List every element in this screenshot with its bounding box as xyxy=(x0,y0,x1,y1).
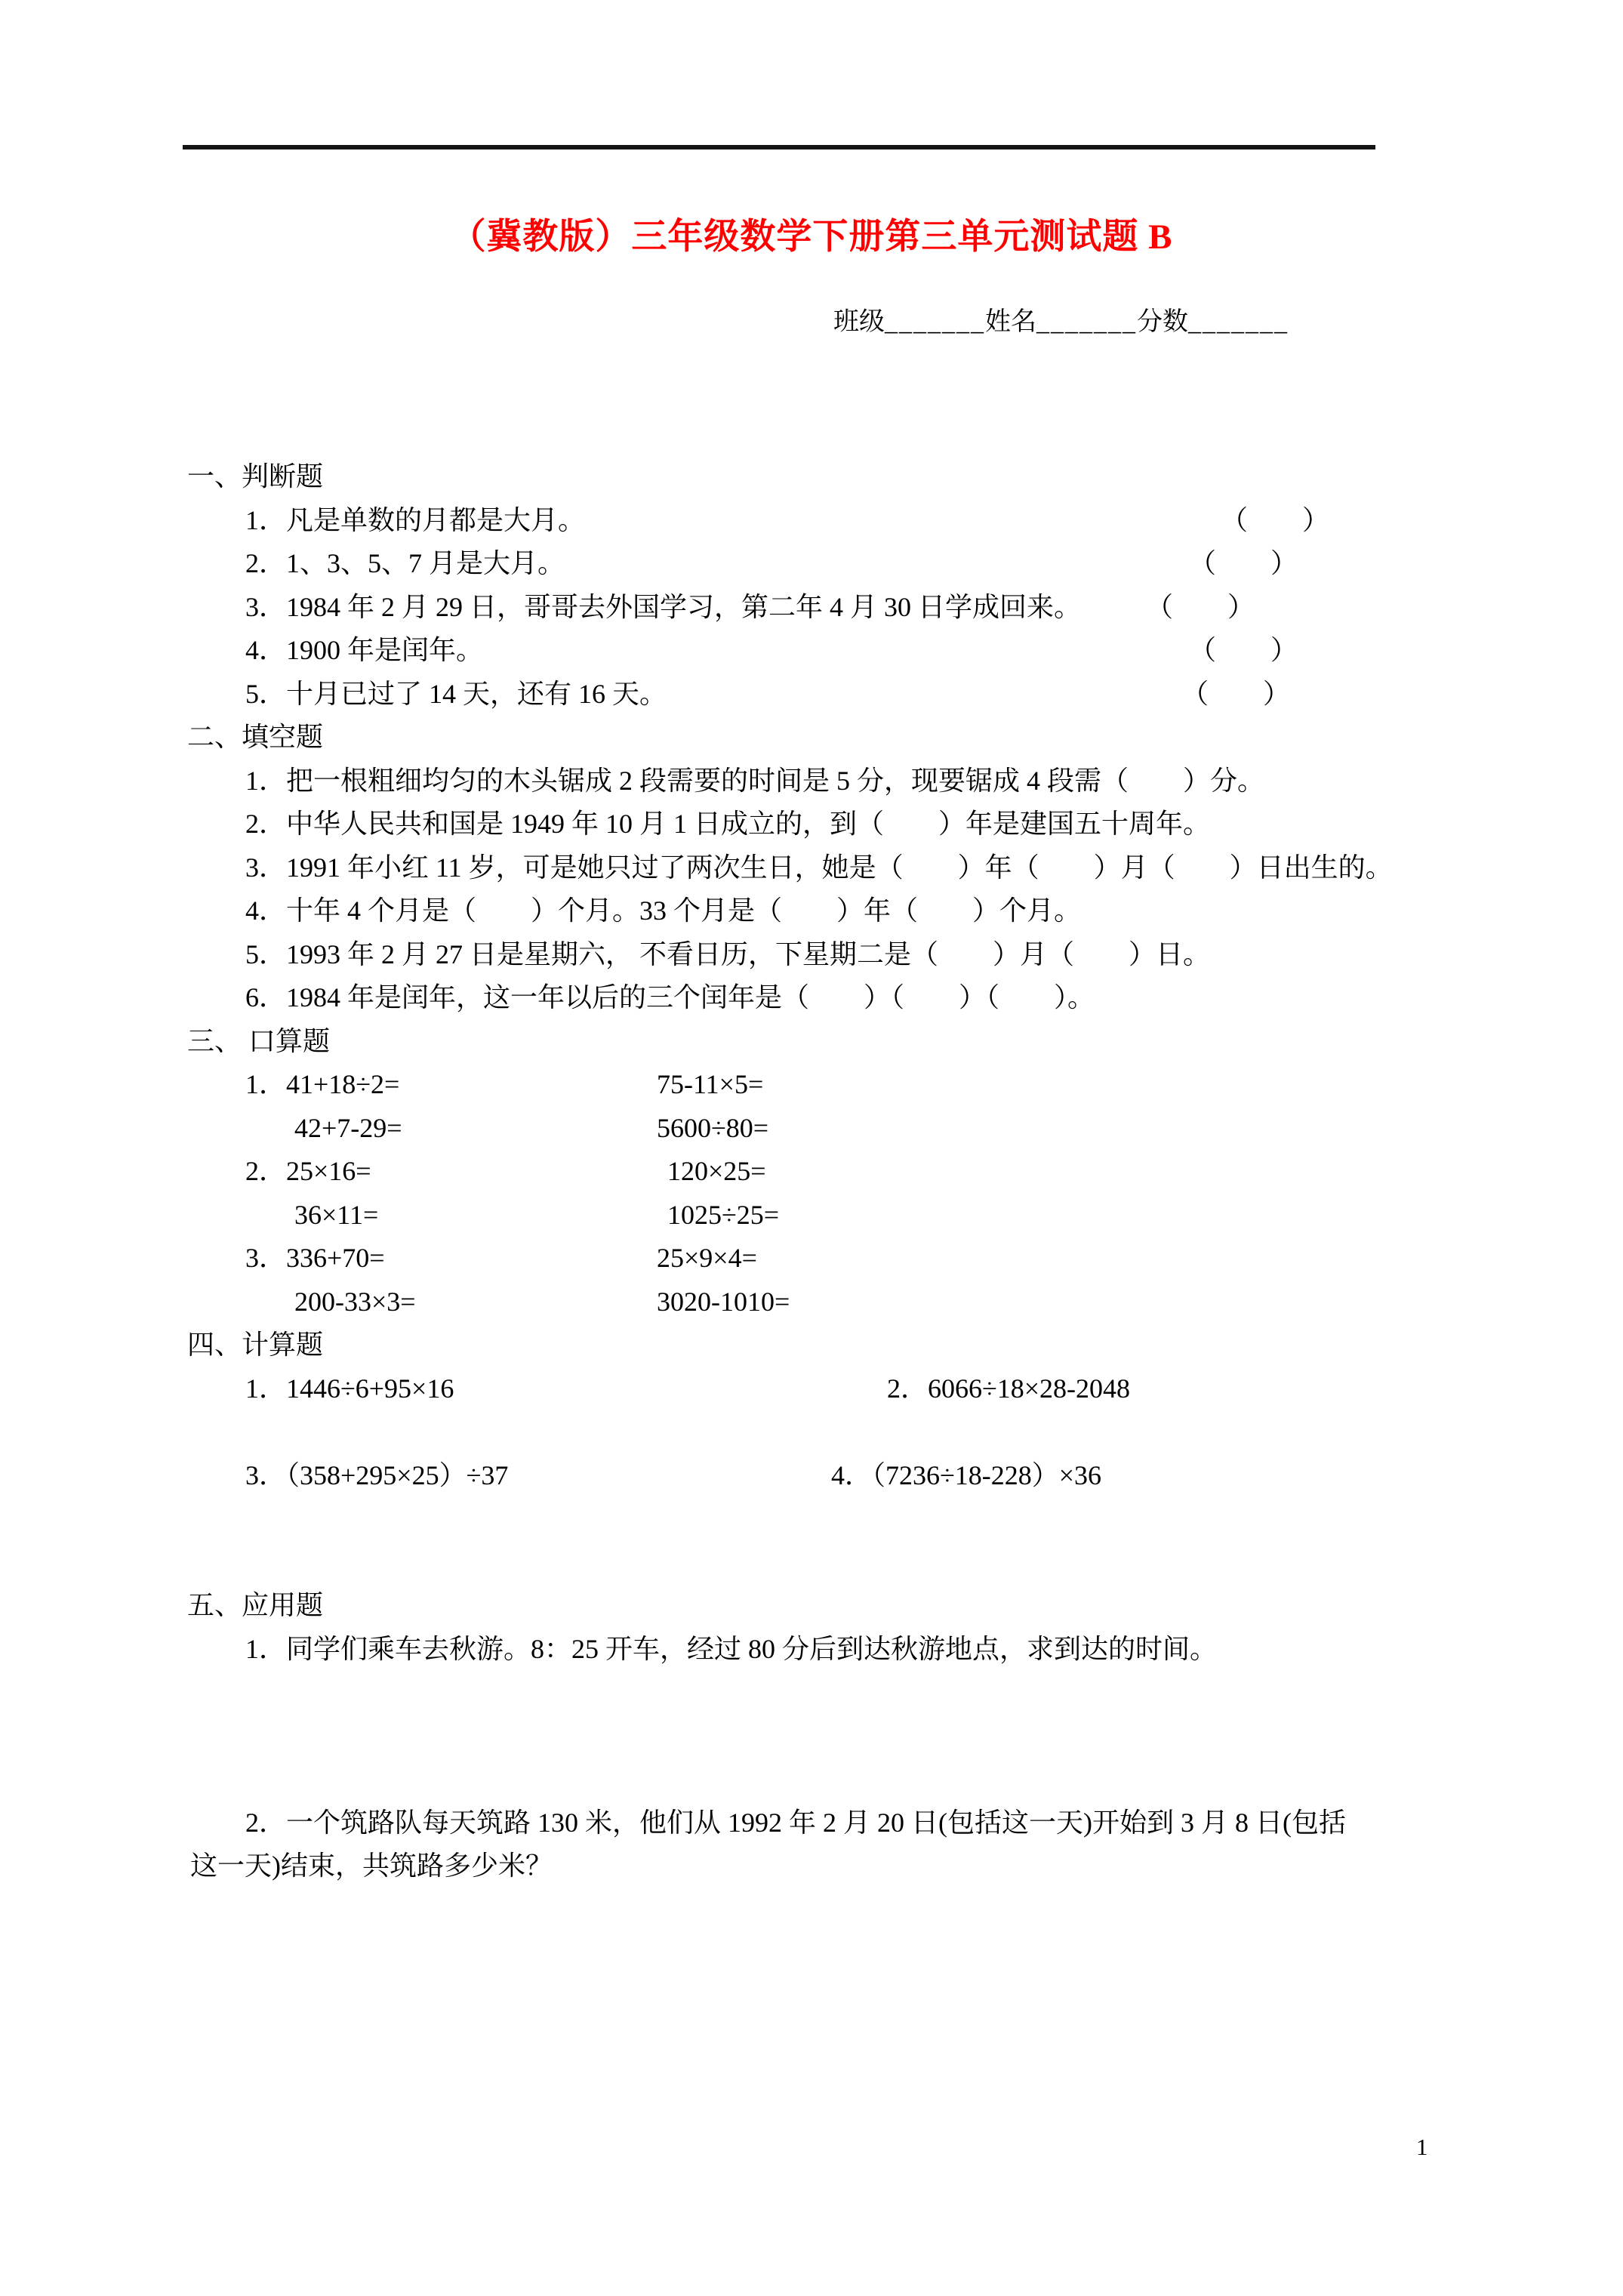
fill-item xyxy=(0,976,1623,1020)
judgment-item-text: 1．凡是单数的月都是大月。 xyxy=(245,504,586,535)
judgment-item xyxy=(0,673,1623,717)
mental-row xyxy=(0,1107,1623,1151)
fill-heading-line xyxy=(0,716,1623,760)
page-number: 1 xyxy=(1416,2134,1428,2160)
mental-row xyxy=(0,1150,1623,1194)
judgment-heading-line xyxy=(0,455,1623,499)
mental-expression: 3020-1010= xyxy=(657,1286,790,1317)
mental-expression: 2．25×16= xyxy=(245,1156,371,1186)
paper-body xyxy=(0,455,1623,1888)
calc-expression: 1．1446÷6+95×16 xyxy=(245,1373,454,1404)
fill-item-text: 6．1984 年是闰年，这一年以后的三个闰年是（ ）（ ）（ ）。 xyxy=(245,982,1095,1012)
mental-expression: 1025÷25= xyxy=(667,1199,780,1230)
fill-item-text: 4．十年 4 个月是（ ）个月。33 个月是（ ）年（ ）个月。 xyxy=(245,895,1082,926)
mental-expression: 120×25= xyxy=(667,1156,766,1186)
mental-expression: 25×9×4= xyxy=(657,1243,757,1273)
answer-paren: （ ） xyxy=(1189,635,1298,665)
answer-paren: （ ） xyxy=(1189,548,1298,578)
fill-item-text: 2．中华人民共和国是 1949 年 10 月 1 日成立的，到（ ）年是建国五十周年。 xyxy=(245,809,1211,839)
fill-item xyxy=(0,933,1623,977)
blank-line xyxy=(0,1758,1623,1801)
mental-expression: 3．336+70= xyxy=(245,1243,385,1273)
judgment-item-text: 4．1900 年是闰年。 xyxy=(245,635,484,665)
judgment-item xyxy=(0,499,1623,543)
section-heading: 二、填空题 xyxy=(187,722,324,752)
mental-expression: 75-11×5= xyxy=(657,1069,764,1099)
mental-expression: 200-33×3= xyxy=(294,1286,416,1317)
mental-expression: 1．41+18÷2= xyxy=(245,1069,400,1099)
blank-line xyxy=(0,1497,1623,1541)
application-item-text: 1．同学们乘车去秋游。8：25 开车，经过 80 分后到达秋游地点，求到达的时间。 xyxy=(245,1633,1218,1664)
mental-row xyxy=(0,1063,1623,1107)
application-item xyxy=(0,1628,1623,1672)
application-item xyxy=(0,1801,1623,1845)
mental-row xyxy=(0,1281,1623,1324)
judgment-item xyxy=(0,629,1623,673)
application-heading-line xyxy=(0,1584,1623,1628)
application-item-text: 这一天)结束，共筑路多少米？ xyxy=(190,1851,553,1881)
calc-row xyxy=(0,1367,1623,1411)
judgment-item xyxy=(0,542,1623,586)
page-title: （冀教版）三年级数学下册第三单元测试题 B xyxy=(450,217,1173,257)
class-blank: _______ xyxy=(885,308,985,336)
judgment-item xyxy=(0,586,1623,630)
fill-item xyxy=(0,760,1623,803)
score-label: 分数 xyxy=(1137,308,1188,336)
judgment-item-text: 3．1984 年 2 月 29 日，哥哥去外国学习，第二年 4 月 30 日学成回来。 xyxy=(245,591,1082,622)
fill-item xyxy=(0,889,1623,933)
answer-paren: （ ） xyxy=(1221,504,1330,535)
fill-item xyxy=(0,803,1623,846)
section-heading: 四、计算题 xyxy=(187,1330,324,1360)
section-heading: 一、判断题 xyxy=(187,461,324,492)
answer-paren: （ ） xyxy=(1181,678,1291,709)
section-heading: 五、应用题 xyxy=(187,1590,324,1620)
name-blank: _______ xyxy=(1036,308,1137,336)
class-label: 班级 xyxy=(833,308,885,336)
name-label: 姓名 xyxy=(985,308,1036,336)
student-info-line xyxy=(833,300,1289,337)
calc-expression: 3．（358+295×25）÷37 xyxy=(245,1459,509,1490)
application-item-continuation xyxy=(0,1845,1623,1888)
application-item-text: 2．一个筑路队每天筑路 130 米，他们从 1992 年 2 月 20 日(包括这一天)开始到 3 月 8 日(包括 xyxy=(245,1807,1346,1838)
calc-expression: 4．（7236÷18-228）×36 xyxy=(831,1459,1102,1490)
judgment-item-text: 2．1、3、5、7 月是大月。 xyxy=(245,548,565,578)
score-blank: _______ xyxy=(1188,308,1289,336)
judgment-item-text: 5．十月已过了 14 天，还有 16 天。 xyxy=(245,678,667,709)
answer-paren: （ ） xyxy=(1146,591,1255,622)
fill-item-text: 1．把一根粗细均匀的木头锯成 2 段需要的时间是 5 分，现要锯成 4 段需（ ）分。 xyxy=(245,765,1265,796)
blank-line xyxy=(0,1541,1623,1585)
fill-item-text: 5．1993 年 2 月 27 日是星期六， 不看日历，下星期二是（ ）月（ ）日。 xyxy=(245,938,1211,969)
calc-row xyxy=(0,1454,1623,1498)
mental-expression: 42+7-29= xyxy=(294,1112,402,1143)
mental-expression: 5600÷80= xyxy=(657,1112,769,1143)
calc-expression: 2．6066÷18×28-2048 xyxy=(887,1373,1131,1404)
blank-line xyxy=(0,1410,1623,1454)
mental-row xyxy=(0,1194,1623,1237)
mental-heading-line xyxy=(0,1020,1623,1064)
section-heading: 三、 口算题 xyxy=(187,1025,331,1056)
mental-expression: 36×11= xyxy=(294,1199,379,1230)
fill-item-text: 3．1991 年小红 11 岁，可是她只过了两次生日，她是（ ）年（ ）月（ ）日出生的。 xyxy=(245,852,1393,883)
calc-heading-line xyxy=(0,1324,1623,1367)
fill-item xyxy=(0,846,1623,890)
blank-line xyxy=(0,1715,1623,1758)
mental-row xyxy=(0,1237,1623,1281)
header-rule xyxy=(183,145,1375,149)
blank-line xyxy=(0,1671,1623,1715)
